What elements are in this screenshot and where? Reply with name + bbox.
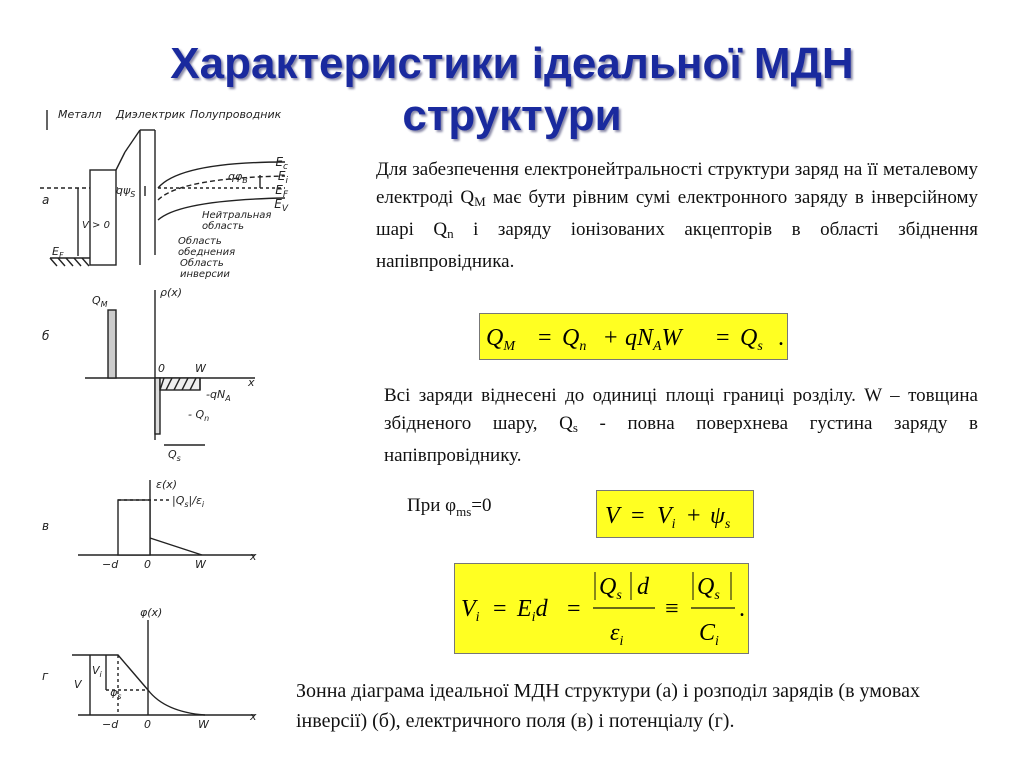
svg-text:=: = (538, 325, 552, 351)
paragraph-charges-per-area: Всі заряди віднесені до одиниці площі границі розділу. W – товщина збідненого шару, $Q_s$ - повна поверхнева густина заряду в напівпровіднику. (384, 385, 978, 466)
title-line-2: структури (402, 91, 622, 140)
label-neutral: Нейтральная (202, 210, 272, 221)
svg-text:.: . (778, 325, 784, 351)
label-qm: $Q_M$ (92, 294, 108, 309)
svg-text:=: = (493, 596, 507, 622)
label-v-g: V (74, 678, 82, 691)
svg-text:.: . (739, 596, 745, 622)
label-zero-b: 0 (158, 362, 165, 375)
label-region-1: область (202, 221, 245, 232)
title-line-1: Характеристики ідеальної МДН (170, 39, 854, 88)
label-ev: $E_V$ (274, 197, 288, 214)
svg-text:Qs: $Q_s$ (697, 574, 720, 603)
svg-text:+: + (604, 325, 618, 351)
qm-bar (108, 310, 116, 378)
panel-label-g: г (42, 669, 49, 683)
condition-phi-ms-zero: При $\varphi_{ms}=0$ (407, 495, 492, 519)
label-x-g: x (250, 710, 257, 723)
label-dielectric: Диэлектрик (116, 108, 186, 121)
svg-text:Qs: $Q_s$ (740, 325, 763, 354)
svg-text:+: + (687, 503, 701, 529)
svg-text:Vi: $V_i$ (657, 503, 676, 532)
label-minus-d-v: −d (102, 558, 119, 571)
label-zero-g: 0 (144, 718, 151, 730)
label-w-b: W (195, 362, 206, 375)
svg-text:Eid: $E_id$ (517, 596, 548, 625)
qn-spike (155, 378, 160, 434)
svg-text:QM: $Q_M$ (486, 325, 516, 354)
svg-text:εi: $\varepsilon_i$ (610, 620, 624, 649)
label-minus-d-g: −d (102, 718, 119, 730)
depletion-charge (160, 378, 200, 390)
panel-label-v: в (42, 519, 50, 533)
paragraph-electroneutrality: Для забезпечення електронейтральності структури заряд на її металевому електроді $Q_M$ має бути рівним сумі електронного заряду в інверсійному шарі $Q_n$ і заряду іонізованих акцепторів в області збіднення напівпровідника. (376, 159, 979, 272)
svg-text:=: = (567, 596, 581, 622)
label-metal: Металл (58, 108, 102, 121)
equation-charge-balance (479, 313, 788, 360)
label-qna: $-qN_A$ (206, 388, 231, 403)
ec-curve (158, 162, 285, 188)
svg-text:Qn: $Q_n$ (562, 325, 587, 354)
svg-text:Ci: $C_i$ (699, 620, 719, 649)
label-qphib: $q\varphi_B$ (228, 170, 248, 185)
label-depletion: обеднения (178, 247, 236, 258)
label-ef-metal: $E_F$ (52, 245, 64, 260)
svg-text:ψs: $\psi_s$ (710, 503, 731, 532)
label-region-2: Область (178, 236, 222, 247)
panel-label-b: б (42, 329, 50, 343)
svg-text:=: = (716, 325, 730, 351)
label-vi-g: $V_i$ (92, 664, 102, 679)
label-inversion: инверсии (180, 269, 230, 280)
label-qs: $Q_s$ (168, 448, 181, 463)
figure-caption: Зонна діаграма ідеальної МДН структури (а) і розподіл зарядів (в умовах інверсії) (б), електричного поля (в) і потенціалу (г). (296, 680, 920, 732)
dielectric-edge (116, 152, 125, 170)
label-x-b: x (248, 376, 255, 389)
label-w-v: W (195, 558, 206, 571)
equation-oxide-voltage (454, 563, 749, 654)
label-phi: φ(x) (140, 606, 163, 619)
efield-semi (150, 538, 202, 555)
svg-text:V: V (605, 503, 620, 529)
equation-voltage-sum (596, 490, 754, 538)
metal-hatch (50, 258, 89, 266)
label-v-positive: V > 0 (82, 220, 110, 231)
label-phis-g: $\varphi_s$ (110, 686, 122, 701)
metal-block (90, 170, 116, 265)
label-ei: $E_i$ (277, 169, 288, 186)
svg-text:=: = (631, 503, 645, 529)
label-semiconductor: Полупроводник (190, 108, 282, 121)
label-efield: ε(x) (156, 478, 178, 491)
label-zero-v: 0 (144, 558, 151, 571)
efield-oxide (118, 500, 150, 555)
label-rho: ρ(x) (160, 286, 183, 299)
label-x-v: x (250, 550, 257, 563)
panel-label-a: а (42, 193, 50, 207)
mos-band-diagram-figure (30, 100, 292, 730)
svg-text:Qs: $Q_s$ (599, 574, 622, 603)
svg-text:d: d (637, 574, 649, 600)
svg-text:qNAW: $qN_AW$ (625, 325, 682, 354)
dielectric-top-left (125, 130, 140, 152)
label-qs-over-ei: $|Q_s|/\varepsilon_i$ (172, 494, 205, 509)
label-w-g: W (198, 718, 209, 730)
label-qn: - $Q_n$ (188, 408, 210, 423)
label-region-3: Область (180, 258, 224, 269)
svg-text:≡: ≡ (665, 596, 679, 622)
label-ef: $E_F$ (275, 183, 288, 200)
svg-text:Vi: $V_i$ (461, 596, 480, 625)
label-ec: $E_c$ (275, 155, 288, 172)
label-qpsis: $q\psi_S$ (116, 184, 136, 199)
